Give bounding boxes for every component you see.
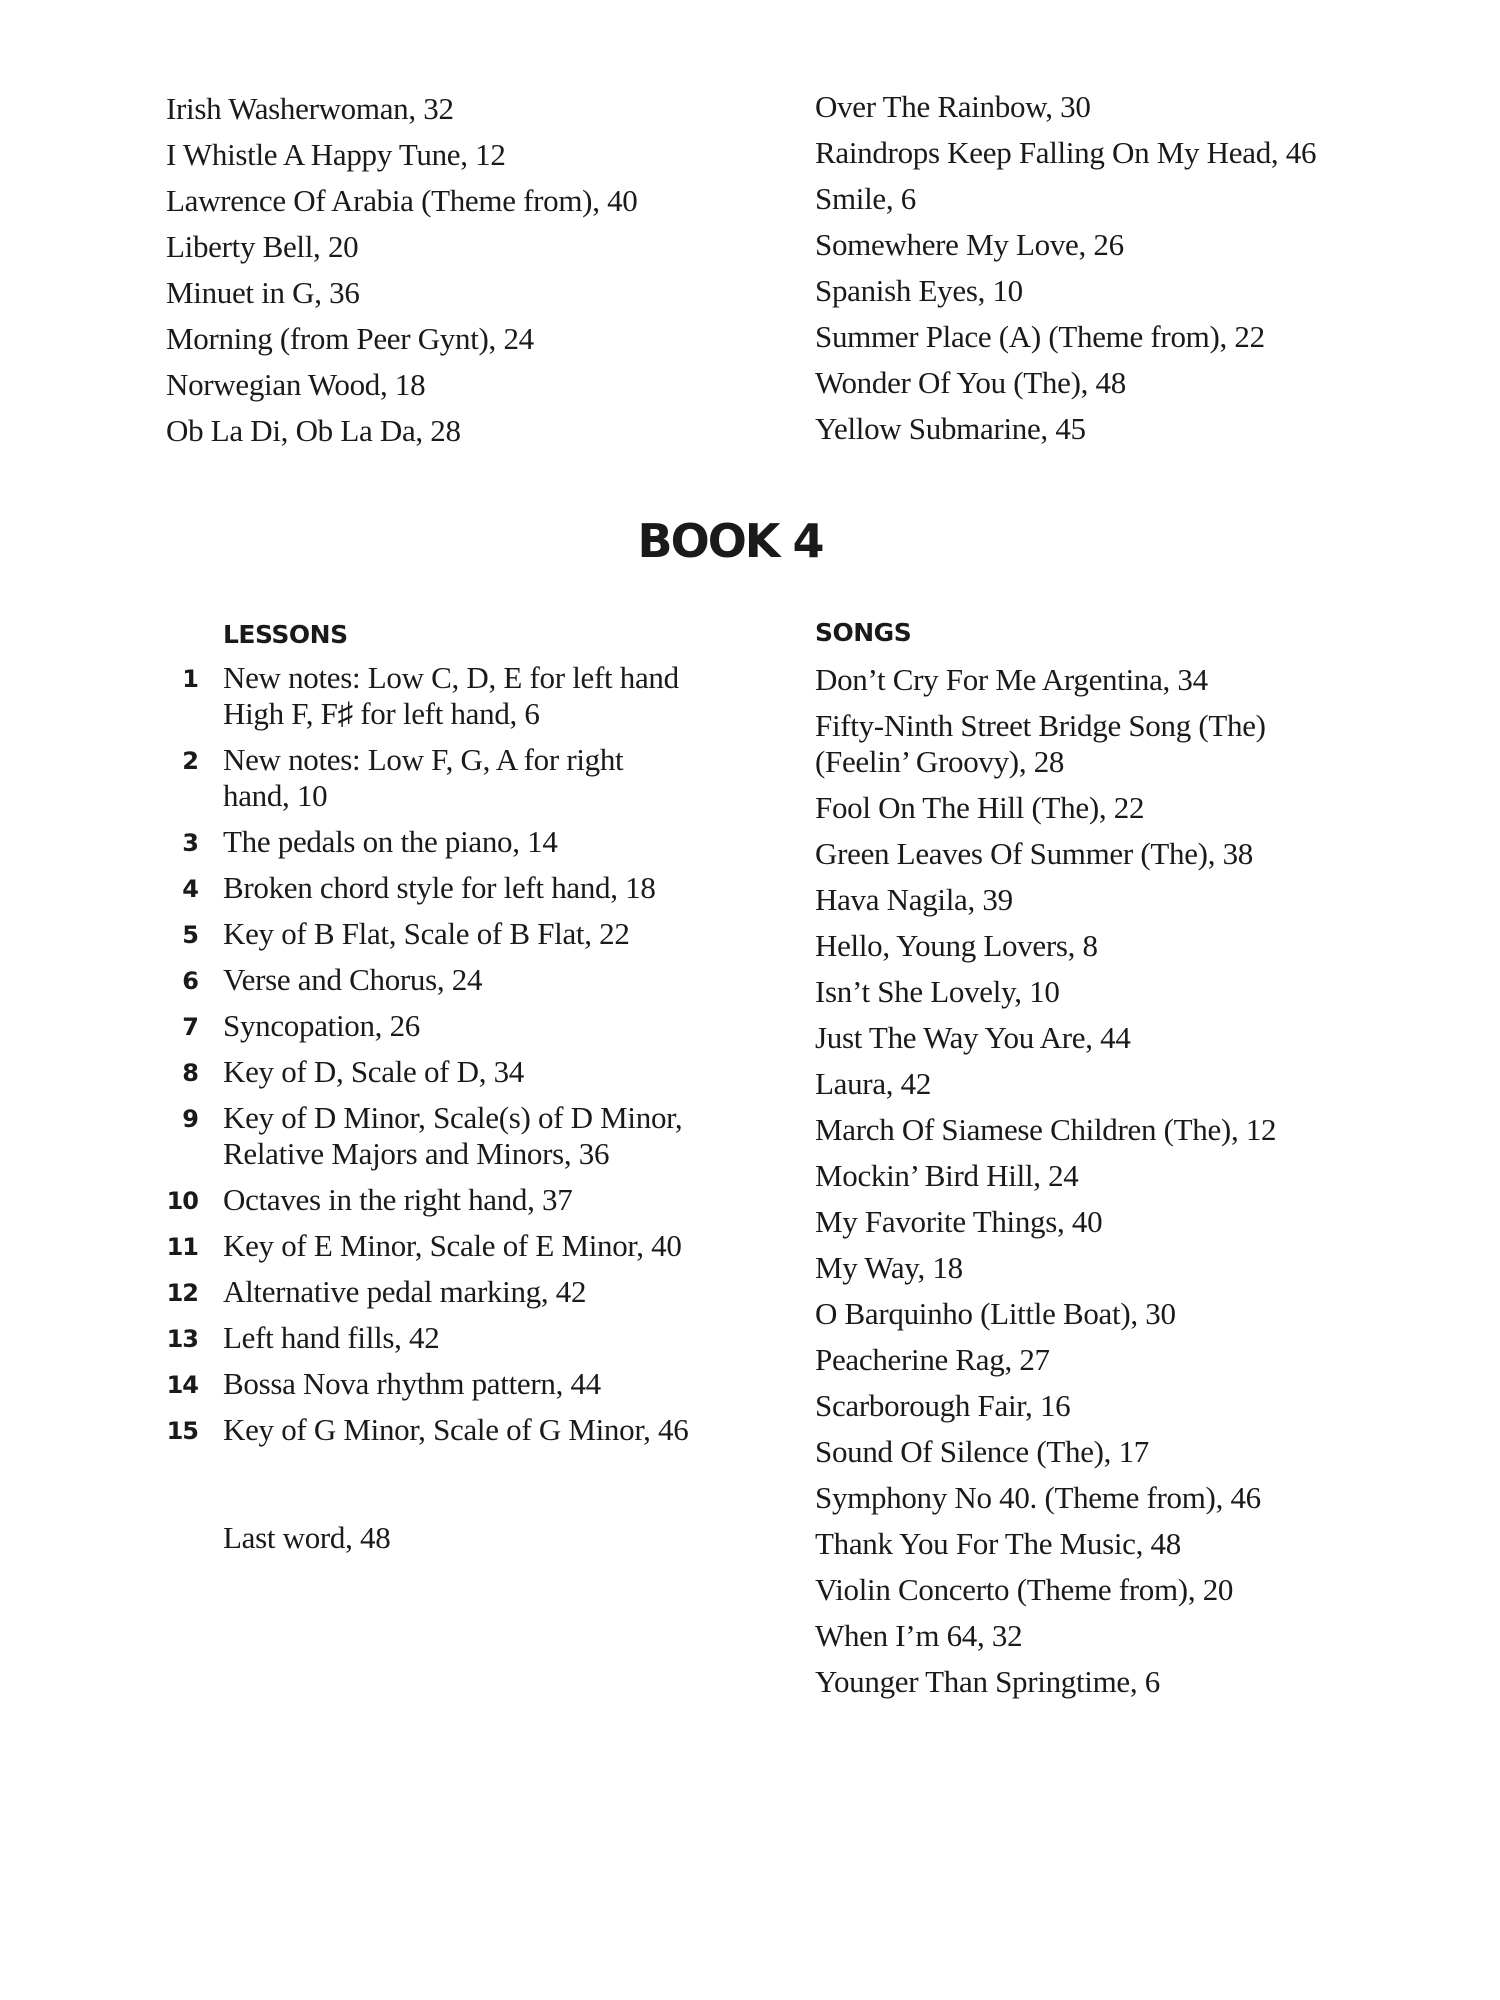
lesson-item [160,660,760,732]
lesson-number: 1 [182,665,198,693]
lesson-item [160,1228,760,1264]
lesson-line: Left hand fills, 42 [223,1320,440,1355]
songs-heading: SONGS [815,618,912,647]
lesson-text [223,1228,760,1264]
lesson-line: Relative Majors and Minors, 36 [223,1136,610,1171]
lesson-text [223,1182,760,1218]
lesson-number: 2 [182,747,198,775]
lesson-number: 14 [166,1371,198,1399]
lesson-text [223,660,760,732]
lesson-item [160,1008,760,1044]
lesson-line: hand, 10 [223,778,328,813]
lesson-text [223,1054,760,1090]
lesson-line: Key of G Minor, Scale of G Minor, 46 [223,1412,689,1447]
song-item: Symphony No 40. (Theme from), 46 [815,1480,1261,1515]
lesson-line: Octaves in the right hand, 37 [223,1182,573,1217]
lesson-number: 10 [166,1187,198,1215]
lesson-line: The pedals on the piano, 14 [223,824,558,859]
index-entry: I Whistle A Happy Tune, 12 [166,137,506,172]
song-item: O Barquinho (Little Boat), 30 [815,1296,1176,1331]
lesson-item [160,1182,760,1218]
index-entry: Raindrops Keep Falling On My Head, 46 [815,135,1317,170]
lesson-line: Bossa Nova rhythm pattern, 44 [223,1366,601,1401]
lesson-line: Broken chord style for left hand, 18 [223,870,656,905]
song-item: Thank You For The Music, 48 [815,1526,1181,1561]
lesson-number: 3 [182,829,198,857]
song-item: Just The Way You Are, 44 [815,1020,1131,1055]
song-item: My Way, 18 [815,1250,963,1285]
song-item: Scarborough Fair, 16 [815,1388,1071,1423]
song-item: Fool On The Hill (The), 22 [815,790,1145,825]
lesson-line: Key of D, Scale of D, 34 [223,1054,524,1089]
lesson-item [160,1100,760,1172]
lesson-text [223,1100,760,1172]
song-item: My Favorite Things, 40 [815,1204,1103,1239]
index-entry: Minuet in G, 36 [166,275,360,310]
song-item: When I’m 64, 32 [815,1618,1023,1653]
song-item: Hello, Young Lovers, 8 [815,928,1098,963]
song-item: Sound Of Silence (The), 17 [815,1434,1149,1469]
song-item: Green Leaves Of Summer (The), 38 [815,836,1254,871]
lesson-text [223,742,760,814]
lesson-line: Key of E Minor, Scale of E Minor, 40 [223,1228,682,1263]
lesson-number: 11 [166,1233,198,1261]
lesson-item [160,1320,760,1356]
song-item [815,703,1276,785]
index-entry: Irish Washerwoman, 32 [166,91,454,126]
lesson-number: 4 [182,875,198,903]
lesson-number: 15 [166,1417,198,1445]
index-entry: Norwegian Wood, 18 [166,367,426,402]
index-entry: Morning (from Peer Gynt), 24 [166,321,534,356]
song-item: Violin Concerto (Theme from), 20 [815,1572,1234,1607]
book-title: BOOK 4 [637,514,823,568]
continued-index-left-column [166,86,638,454]
lesson-item [160,1412,760,1448]
song-line: Fifty-Ninth Street Bridge Song (The) [815,708,1266,743]
lesson-item [160,916,760,952]
song-item: Mockin’ Bird Hill, 24 [815,1158,1079,1193]
lesson-item [160,1054,760,1090]
song-line: (Feelin’ Groovy), 28 [815,744,1065,779]
index-entry: Somewhere My Love, 26 [815,227,1124,262]
lesson-number: 5 [182,921,198,949]
lesson-item [160,870,760,906]
lesson-line: Alternative pedal marking, 42 [223,1274,587,1309]
lesson-line: Key of B Flat, Scale of B Flat, 22 [223,916,630,951]
lesson-text [223,1320,760,1356]
lesson-text [223,824,760,860]
continued-index-right-column [815,84,1316,452]
lesson-item [160,824,760,860]
lesson-text [223,1274,760,1310]
song-item: Hava Nagila, 39 [815,882,1013,917]
song-item: Laura, 42 [815,1066,932,1101]
lesson-text [223,962,760,998]
index-entry: Wonder Of You (The), 48 [815,365,1126,400]
lesson-text [223,1412,760,1448]
index-entry: Yellow Submarine, 45 [815,411,1086,446]
index-entry: Smile, 6 [815,181,916,216]
lesson-text [223,1008,760,1044]
lesson-item [160,1366,760,1402]
lesson-line: High F, F♯ for left hand, 6 [223,696,540,731]
index-entry: Lawrence Of Arabia (Theme from), 40 [166,183,638,218]
song-item: Younger Than Springtime, 6 [815,1664,1160,1699]
last-word-entry: Last word, 48 [223,1520,391,1555]
index-entry: Liberty Bell, 20 [166,229,359,264]
lesson-item [160,742,760,814]
song-item: Don’t Cry For Me Argentina, 34 [815,662,1208,697]
lesson-number: 6 [182,967,198,995]
lesson-text [223,1366,760,1402]
lesson-text [223,916,760,952]
lessons-list [160,660,760,1458]
lesson-number: 13 [166,1325,198,1353]
index-entry: Ob La Di, Ob La Da, 28 [166,413,461,448]
song-item: Peacherine Rag, 27 [815,1342,1050,1377]
index-entry: Summer Place (A) (Theme from), 22 [815,319,1265,354]
index-entry: Over The Rainbow, 30 [815,89,1091,124]
lesson-number: 12 [166,1279,198,1307]
lesson-line: Syncopation, 26 [223,1008,420,1043]
lesson-item [160,962,760,998]
lesson-number: 8 [182,1059,198,1087]
lesson-item [160,1274,760,1310]
lesson-line: New notes: Low F, G, A for right [223,742,624,777]
song-item: March Of Siamese Children (The), 12 [815,1112,1277,1147]
lesson-line: New notes: Low C, D, E for left hand [223,660,679,695]
index-entry: Spanish Eyes, 10 [815,273,1023,308]
lesson-number: 7 [182,1013,198,1041]
lesson-number: 9 [182,1105,198,1133]
song-item: Isn’t She Lovely, 10 [815,974,1060,1009]
lesson-line: Key of D Minor, Scale(s) of D Minor, [223,1100,683,1135]
lesson-line: Verse and Chorus, 24 [223,962,483,997]
lesson-text [223,870,760,906]
songs-list [815,657,1276,1705]
lessons-heading: LESSONS [223,620,348,649]
